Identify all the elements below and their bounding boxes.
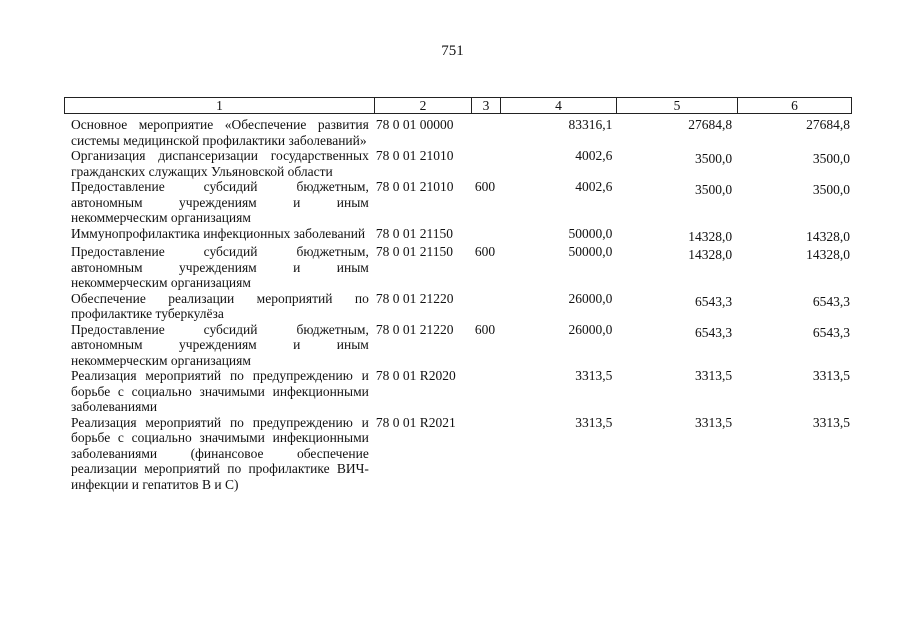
row-name: Предоставление субсидий бюджетным, автономным учреждениям и иным некоммерческим организациям [71,179,369,225]
table-row [64,415,850,493]
row-name: Предоставление субсидий бюджетным, автономным учреждениям и иным некоммерческим организациям [71,244,369,290]
row-value-4: 26000,0 [568,321,613,337]
table-row [64,244,850,291]
row-code: 78 0 01 21220 [375,321,454,337]
row-name: Предоставление субсидий бюджетным, автономным учреждениям и иным некоммерческим организациям [71,321,369,368]
row-value-6: 3313,5 [812,414,850,430]
row-type [475,415,504,493]
header-col-1: 1 [65,98,375,113]
row-code: 78 0 01 21010 [375,148,454,163]
row-type [475,368,504,415]
row-value-6: 6543,3 [812,324,850,340]
row-type: 600 [474,244,496,259]
table-row [64,368,850,415]
row-code: 78 0 01 21150 [375,244,453,259]
row-value-6: 14328,0 [806,247,850,262]
table-row [64,291,850,322]
row-value-4: 26000,0 [568,290,613,306]
row-name: Иммунопрофилактика инфекционных заболеваний [71,225,366,241]
row-type: 600 [474,179,496,194]
row-code: 78 0 01 00000 [375,117,454,132]
table-body [64,117,850,492]
row-value-5: 14328,0 [688,247,733,262]
row-value-6: 3313,5 [812,368,850,383]
row-type [475,291,504,322]
table-header [64,97,852,114]
row-value-4: 4002,6 [575,179,613,194]
row-value-6: 6543,3 [812,293,850,309]
table-row [64,226,850,245]
row-value-6: 3500,0 [812,151,850,166]
header-col-3: 3 [472,98,501,113]
row-code: 78 0 01 R2021 [375,414,456,430]
row-value-5: 3500,0 [695,182,733,197]
row-code: 78 0 01 21010 [375,179,454,194]
row-type [475,226,504,245]
row-value-4: 3313,5 [575,368,613,383]
row-name: Обеспечение реализации мероприятий по профилактике туберкулёза [71,290,369,321]
row-value-4: 83316,1 [568,117,613,132]
row-code: 78 0 01 21150 [375,225,453,241]
page-number: 751 [441,43,464,59]
table-row [64,117,850,148]
table-row [64,179,850,226]
row-value-5: 3500,0 [695,151,733,166]
row-name: Реализация мероприятий по предупреждению и борьбе с социально значимыми инфекционными заболеваниями (финансовое обеспечение реализации мероприятий по профилактике ВИЧ-инфекции и гепатитов В и С) [71,414,369,492]
row-name: Основное мероприятие «Обеспечение развития системы медицинской профилактики заболеваний» [71,117,369,148]
header-col-6: 6 [791,98,798,113]
row-value-5: 3313,5 [695,368,733,383]
row-value-5: 27684,8 [688,117,733,132]
row-type: 600 [474,321,496,337]
row-value-5: 3313,5 [695,414,733,430]
row-type [475,148,504,179]
table-row [64,322,850,369]
table-row [64,148,850,179]
row-value-5: 6543,3 [695,324,733,340]
row-value-4: 50000,0 [568,225,613,241]
row-type [475,117,504,148]
row-value-6: 27684,8 [806,117,850,132]
header-col-5: 5 [617,98,738,113]
header-col-4: 4 [501,98,617,113]
row-value-4: 50000,0 [568,244,613,259]
row-value-6: 3500,0 [812,182,850,197]
row-code: 78 0 01 21220 [375,290,454,306]
row-value-5: 6543,3 [695,293,733,309]
row-name: Организация диспансеризации государственных гражданских служащих Ульяновской области [71,148,369,179]
row-code: 78 0 01 R2020 [375,368,456,383]
header-col-2: 2 [375,98,472,113]
row-value-4: 3313,5 [575,414,613,430]
row-name: Реализация мероприятий по предупреждению и борьбе с социально значимыми инфекционными заболеваниями [71,368,369,414]
row-value-4: 4002,6 [575,148,613,163]
row-value-6: 14328,0 [806,228,850,244]
row-value-5: 14328,0 [688,228,733,244]
